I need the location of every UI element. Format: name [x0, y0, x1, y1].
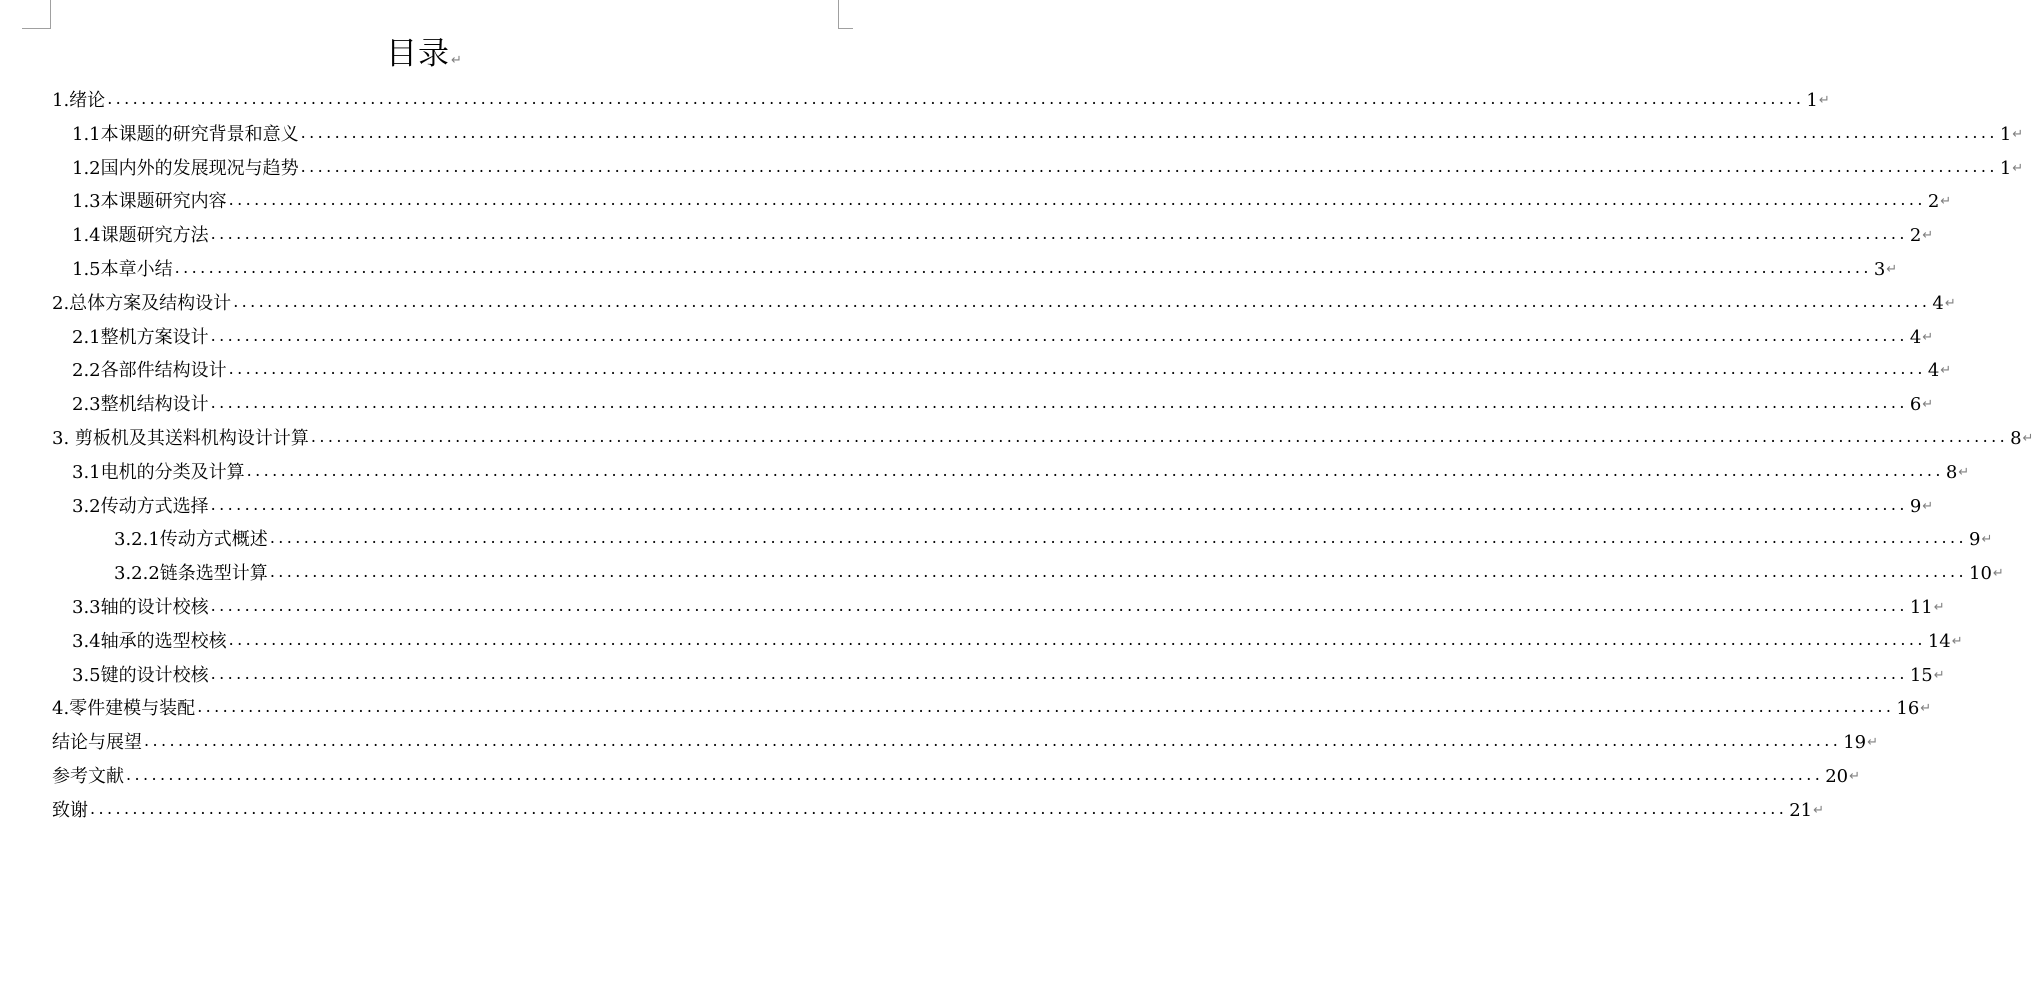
toc-entry[interactable] — [72, 388, 1934, 422]
toc-dot-leader: ........................................................................................................................................................................................................ — [210, 325, 1908, 345]
toc-entry[interactable] — [72, 354, 1952, 388]
paragraph-mark-icon: ↵ — [1849, 769, 1860, 784]
toc-entry-label: 2.总体方案及结构设计 — [52, 292, 232, 314]
toc-page-number: 8 — [1945, 461, 1958, 483]
toc-entry[interactable] — [52, 760, 1860, 794]
paragraph-mark-icon: ↵ — [1922, 329, 1934, 345]
paragraph-mark-icon: ↵ — [1940, 194, 1952, 210]
toc-entry-label: 1.绪论 — [52, 90, 106, 111]
paragraph-mark-icon: ↵ — [1920, 701, 1932, 717]
toc-entry[interactable] — [52, 422, 2034, 456]
toc-page-number: 21 — [1789, 799, 1813, 821]
toc-entry[interactable] — [72, 625, 1963, 659]
toc-dot-leader: ........................................................................................................................................................................................................ — [210, 596, 1908, 615]
toc-entry-label: 2.3整机结构设计 — [72, 394, 209, 416]
paragraph-mark-icon: ↵ — [1940, 363, 1952, 379]
toc-entry-label: 4.零件建模与装配 — [52, 698, 196, 720]
paragraph-mark-icon: ↵ — [1958, 464, 1970, 480]
toc-entry[interactable] — [72, 591, 1945, 625]
toc-page-number: 3 — [1873, 259, 1886, 280]
paragraph-mark-icon: ↵ — [1922, 397, 1934, 413]
toc-entry-label: 1.4课题研究方法 — [72, 225, 209, 247]
toc-dot-leader: ........................................................................................................................................................................................................ — [246, 460, 1944, 480]
toc-dot-leader: ........................................................................................................................................................................................................ — [300, 122, 1998, 142]
toc-dot-leader: ........................................................................................................................................................................................................ — [269, 562, 1967, 582]
toc-entry-label: 3.5键的设计校核 — [72, 664, 209, 686]
toc-entry-label: 3. 剪板机及其送料机构设计计算 — [52, 428, 309, 449]
toc-dot-leader: ........................................................................................................................................................................................................ — [310, 427, 2009, 446]
toc-page-number: 4 — [1927, 360, 1940, 382]
paragraph-mark-icon: ↵ — [1944, 295, 1956, 311]
toc-entry[interactable] — [52, 726, 1878, 760]
paragraph-mark-icon: ↵ — [1886, 262, 1898, 277]
toc-dot-leader: ........................................................................................................................................................................................................ — [210, 663, 1908, 683]
toc-dot-leader: ........................................................................................................................................................................................................ — [269, 528, 1967, 548]
title-text: 目录 — [386, 36, 451, 72]
toc-dot-leader: ........................................................................................................................................................................................................ — [233, 291, 1931, 311]
toc-page-number: 11 — [1909, 597, 1933, 618]
toc-page-number: 1 — [1806, 90, 1818, 111]
paragraph-mark-icon: ↵ — [1933, 667, 1945, 683]
toc-entry[interactable] — [72, 185, 1952, 219]
toc-entry-label: 1.2国内外的发展现况与趋势 — [72, 157, 299, 179]
paragraph-mark-icon: ↵ — [1867, 735, 1878, 751]
toc-entry[interactable] — [72, 219, 1934, 253]
paragraph-mark-icon: ↵ — [451, 53, 463, 68]
toc-dot-leader: ........................................................................................................................................................................................................ — [210, 393, 1908, 413]
toc-dot-leader: ........................................................................................................................................................................................................ — [107, 89, 1805, 108]
paragraph-mark-icon: ↵ — [2022, 431, 2034, 446]
toc-entry-label: 1.1本课题的研究背景和意义 — [72, 123, 299, 145]
page-title — [0, 34, 849, 81]
toc-entry[interactable] — [72, 253, 1898, 287]
toc-entry-label: 2.2各部件结构设计 — [72, 360, 227, 382]
toc-page-number: 14 — [1927, 630, 1951, 652]
toc-dot-leader: ........................................................................................................................................................................................................ — [210, 224, 1908, 244]
toc-entry-label: 1.3本课题研究内容 — [72, 191, 227, 213]
toc-page-number: 4 — [1909, 326, 1922, 348]
toc-page-number: 6 — [1909, 394, 1922, 416]
toc-entry[interactable] — [52, 84, 1830, 118]
paragraph-mark-icon: ↵ — [1992, 566, 2004, 582]
paragraph-mark-icon: ↵ — [2012, 160, 2024, 176]
toc-dot-leader: ........................................................................................................................................................................................................ — [174, 258, 1872, 277]
toc-entry[interactable] — [114, 523, 1993, 557]
toc-dot-leader: ........................................................................................................................................................................................................ — [228, 190, 1926, 210]
toc-entry-label: 3.4轴承的选型校核 — [72, 630, 227, 652]
page-corner-mark-right — [838, 0, 853, 29]
toc-page-number: 1 — [1999, 123, 2012, 145]
toc-entry[interactable] — [72, 456, 1970, 490]
toc-entry-label: 结论与展望 — [52, 732, 142, 754]
toc-page-number: 2 — [1909, 225, 1922, 247]
toc-entry-label: 3.1电机的分类及计算 — [72, 461, 245, 483]
toc-entry[interactable] — [52, 692, 1932, 726]
toc-dot-leader: ........................................................................................................................................................................................................ — [126, 765, 1824, 784]
toc-dot-leader: ........................................................................................................................................................................................................ — [228, 359, 1926, 379]
toc-entry-label: 2.1整机方案设计 — [72, 326, 209, 348]
toc-page-number: 8 — [2010, 428, 2022, 449]
toc-dot-leader: ........................................................................................................................................................................................................ — [144, 731, 1842, 751]
page-corner-mark-left — [22, 0, 51, 29]
toc-dot-leader: ........................................................................................................................................................................................................ — [197, 697, 1895, 717]
toc-page-number: 16 — [1896, 698, 1920, 720]
toc-page-number: 19 — [1843, 732, 1867, 754]
toc-dot-leader: ........................................................................................................................................................................................................ — [210, 494, 1908, 514]
toc-entry-label: 3.3轴的设计校核 — [72, 597, 209, 618]
toc-entry-label: 3.2.1传动方式概述 — [114, 529, 268, 551]
toc-page-number: 20 — [1825, 766, 1849, 787]
toc-dot-leader: ........................................................................................................................................................................................................ — [90, 798, 1788, 818]
toc-page-number: 1 — [1999, 157, 2012, 179]
toc-dot-leader: ........................................................................................................................................................................................................ — [228, 629, 1926, 649]
toc-entry-label: 3.2传动方式选择 — [72, 495, 209, 517]
toc-entry[interactable] — [114, 557, 2004, 591]
toc-entry-label: 1.5本章小结 — [72, 259, 173, 280]
paragraph-mark-icon: ↵ — [1813, 802, 1824, 818]
toc-entry[interactable] — [72, 321, 1934, 355]
toc-entry-label: 致谢 — [52, 799, 88, 821]
toc-page-number: 9 — [1909, 495, 1922, 517]
toc-page-number: 2 — [1927, 191, 1940, 213]
toc-entry[interactable] — [72, 118, 2024, 152]
toc-page-number: 9 — [1969, 529, 1981, 551]
paragraph-mark-icon: ↵ — [2012, 126, 2024, 142]
toc-page-number: 10 — [1969, 563, 1992, 585]
toc-entry-label: 3.2.2链条选型计算 — [114, 563, 268, 585]
paragraph-mark-icon: ↵ — [1933, 600, 1945, 615]
toc-entry[interactable] — [72, 659, 1945, 693]
toc-entry[interactable] — [72, 152, 2024, 186]
toc-entry[interactable] — [72, 490, 1934, 524]
paragraph-mark-icon: ↵ — [1951, 633, 1963, 649]
toc-page-number: 15 — [1909, 664, 1933, 686]
paragraph-mark-icon: ↵ — [1922, 228, 1934, 244]
toc-entry[interactable] — [52, 287, 1956, 321]
paragraph-mark-icon: ↵ — [1818, 93, 1830, 108]
paragraph-mark-icon: ↵ — [1981, 532, 1993, 548]
toc-dot-leader: ........................................................................................................................................................................................................ — [300, 156, 1998, 176]
toc-entry-label: 参考文献 — [52, 766, 124, 787]
toc-page-number: 4 — [1932, 292, 1944, 314]
toc-entry[interactable] — [52, 794, 1824, 828]
paragraph-mark-icon: ↵ — [1922, 498, 1934, 514]
